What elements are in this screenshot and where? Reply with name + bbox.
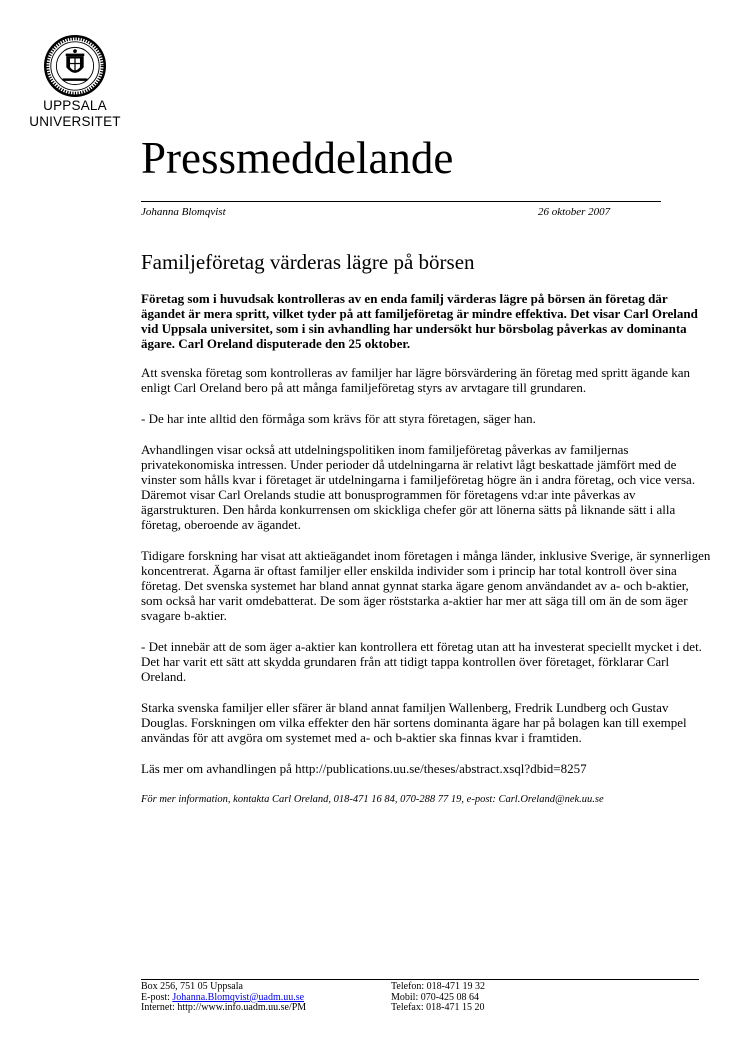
footer-address-block [141,982,306,1014]
article-paragraph: Att svenska företag som kontrolleras av familjer har lägre börsvärdering än företag med spritt ägande kan enligt Carl Oreland bero på att många familjeföretag styrs av arvtagare till grundaren. [141,365,691,395]
footer-address: Box 256, 751 05 Uppsala [141,981,243,992]
footer-fax: Telefax: 018-471 15 20 [391,1002,485,1013]
footer-internet: Internet: http://www.info.uadm.uu.se/PM [141,1002,307,1013]
university-name [0,98,150,130]
article-body [141,291,711,823]
article-lead: Företag som i huvudsak kontrolleras av en enda familj värderas lägre på börsen än företag där ägandet är mera spritt, vilket tyder på att familjeföretag är mindre effektiva. Det visar Carl Oreland vid Uppsala universitet, som i sin avhandling har undersökt hur börsbolag påverkas av dominanta ägare. Carl Oreland disputerade den 25 oktober. [141,291,698,351]
article-paragraph: - Det innebär att de som äger a-aktier kan kontrollera ett företag utan att ha investerat speciellt mycket i det. Det har varit ett sätt att skydda grundaren från att tidigt tappa kontrollen över företaget, förklarar Carl Oreland. [141,639,702,684]
university-seal-logo [44,35,106,97]
read-more-paragraph: Läs mer om avhandlingen på http://publications.uu.se/theses/abstract.xsql?dbid=8257 [141,761,587,776]
contact-info: För mer information, kontakta Carl Oreland, 018-471 16 84, 070-288 77 19, e-post: Carl.Oreland@nek.uu.se [141,794,604,805]
university-name-line2: UNIVERSITET [29,114,121,129]
footer-phone-block [391,982,485,1014]
footer-email-link[interactable]: Johanna.Blomqvist@uadm.uu.se [172,991,305,1003]
article-paragraph: Tidigare forskning har visat att aktieägandet inom företagen i många länder, inklusive Sverige, är synnerligen koncentrerat. Ägarna är oftast familjer eller enskilda individer som i princip har total kontroll över sina företag. Det svenska systemet har bland annat gynnat starka ägare genom användandet av a- och b-aktier, som också har varit omdebatterat. De som äger röststarka a-aktier har mer att säga till om än de som äger svagare b-aktier. [141,548,711,623]
author: Johanna Blomqvist [141,206,226,218]
footer-email-label: E-post: [141,991,173,1003]
article-paragraph: - De har inte alltid den förmåga som krävs för att styra företagen, säger han. [141,411,536,426]
university-name-line1: UPPSALA [43,98,107,113]
title-divider [141,201,661,202]
page-title: Pressmeddelande [141,133,454,183]
article-headline: Familjeföretag värderas lägre på börsen [141,250,475,274]
footer-mobile: Mobil: 070-425 08 64 [391,991,480,1003]
footer-divider [141,979,699,980]
article-paragraph: Avhandlingen visar också att utdelningspolitiken inom familjeföretag påverkas av familjernas privatekonomiska intressen. Under perioder då utdelningarna är relativt lågt beskattade jämfört med de vinster som hålls kvar i företaget är utdelningarna i familjeföretag högre än i andra företag, och vice versa. Däremot visar Carl Orelands studie att bonusprogrammen för företagens vd:ar inte påverkas av ägarstrukturen. Den hårda konkurrensen om skickliga chefer gör att lönerna sätts på liknande sätt i alla företag, oberoende av ägandet. [141,442,696,532]
article-paragraph: Starka svenska familjer eller sfärer är bland annat familjen Wallenberg, Fredrik Lundberg och Gustav Douglas. Forskningen om vilka effekter den här sortens dominanta ägare har på bolagen kan till exempel användas för att avgöra om systemet med a- och b-aktier ska finnas kvar i framtiden. [141,700,687,745]
footer-phone: Telefon: 018-471 19 32 [391,981,486,992]
release-date: 26 oktober 2007 [538,206,611,218]
